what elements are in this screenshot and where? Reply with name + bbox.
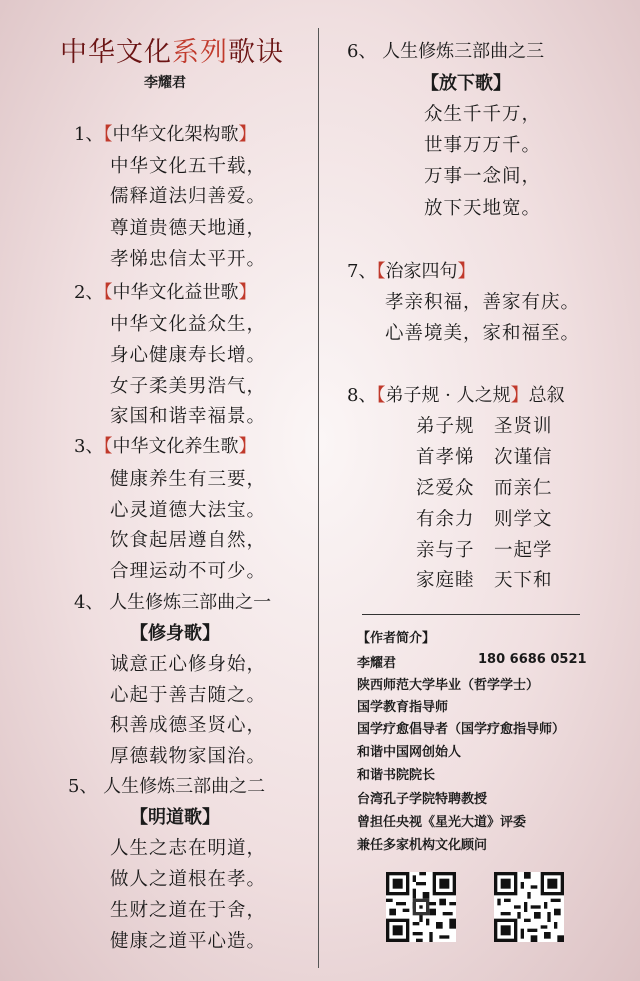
verse-line: 身心健康寿长增。 bbox=[110, 345, 267, 366]
verse-line: 家庭睦 天下和 bbox=[416, 570, 553, 591]
song-title: 治家四句 bbox=[385, 261, 458, 282]
verse-line: 心灵道德大法宝。 bbox=[110, 500, 267, 521]
verse-line: 放下天地宽。 bbox=[424, 198, 542, 219]
verse-line: 亲与子 一起学 bbox=[416, 540, 553, 561]
bio-item: 曾担任央视《星光大道》评委 bbox=[357, 815, 527, 830]
bio-item: 兼任多家机构文化顾问 bbox=[357, 838, 488, 853]
bracket-open: 【 bbox=[103, 436, 113, 457]
author-name: 李耀君 bbox=[144, 75, 186, 91]
verse-line: 弟子规 圣贤训 bbox=[416, 416, 553, 437]
bracket-close: 】 bbox=[510, 385, 529, 406]
song-number: 3、 bbox=[74, 436, 104, 457]
bio-item: 国学教育指导师 bbox=[357, 700, 449, 715]
bio-item: 国学疗愈倡导者（国学疗愈指导师） bbox=[357, 722, 566, 737]
verse-line: 首孝悌 次谨信 bbox=[416, 447, 553, 468]
song-4-heading: 4、 人生修炼三部曲之一 bbox=[74, 592, 272, 613]
song-title: 中华文化养生歌 bbox=[112, 436, 239, 457]
bracket-close: 】 bbox=[238, 282, 257, 303]
verse-line: 人生之志在明道， bbox=[110, 838, 267, 859]
bio-item: 和谐书院院长 bbox=[357, 768, 436, 783]
qr-code-icon bbox=[494, 872, 564, 942]
song-number: 2、 bbox=[74, 282, 104, 303]
song-7-heading bbox=[347, 257, 475, 283]
bio-heading: 【作者简介】 bbox=[357, 631, 436, 646]
song-number: 8、 bbox=[347, 385, 377, 406]
song-1-heading bbox=[74, 120, 256, 146]
verse-line: 泛爱众 而亲仁 bbox=[416, 478, 553, 499]
song-number: 7、 bbox=[347, 261, 377, 282]
verse-line: 健康养生有三要， bbox=[110, 469, 267, 490]
verse-line: 心善境美，家和福至。 bbox=[385, 323, 581, 344]
song-title: 中华文化架构歌 bbox=[112, 124, 239, 145]
verse-line: 中华文化五千载， bbox=[110, 156, 267, 177]
verse-line: 有余力 则学文 bbox=[416, 509, 553, 530]
bracket-open: 【 bbox=[103, 282, 113, 303]
song-title: 中华文化益世歌 bbox=[112, 282, 239, 303]
song-6-title: 【放下歌】 bbox=[421, 73, 511, 94]
song-suffix: 总叙 bbox=[528, 385, 565, 406]
bracket-close: 】 bbox=[238, 436, 257, 457]
qr-code-icon bbox=[386, 872, 456, 942]
song-number: 1、 bbox=[74, 124, 104, 145]
verse-line: 孝悌忠信太平开。 bbox=[110, 249, 267, 270]
bracket-open: 【 bbox=[103, 124, 113, 145]
song-title: 弟子规 · 人之规 bbox=[385, 385, 511, 406]
song-2-heading bbox=[74, 278, 256, 304]
column-divider bbox=[318, 28, 319, 968]
bracket-close: 】 bbox=[238, 124, 257, 145]
song-4-title: 【修身歌】 bbox=[130, 623, 220, 644]
song-5-heading: 5、 人生修炼三部曲之二 bbox=[68, 776, 266, 797]
verse-line: 女子柔美男浩气， bbox=[110, 376, 267, 397]
verse-line: 合理运动不可少。 bbox=[110, 561, 267, 582]
bracket-open: 【 bbox=[376, 261, 386, 282]
bio-phone: 180 6686 0521 bbox=[478, 652, 587, 667]
title-part-2: 系列 bbox=[172, 37, 228, 68]
bio-item: 陕西师范大学毕业（哲学学士） bbox=[357, 678, 540, 693]
bio-item: 台湾孔子学院特聘教授 bbox=[357, 792, 488, 807]
verse-line: 积善成德圣贤心， bbox=[110, 715, 267, 736]
verse-line: 众生千千万， bbox=[424, 104, 542, 125]
bracket-close: 】 bbox=[457, 261, 476, 282]
title-part-3: 歌诀 bbox=[228, 37, 284, 68]
verse-line: 健康之道平心造。 bbox=[110, 931, 267, 952]
verse-line: 孝亲积福，善家有庆。 bbox=[385, 292, 581, 313]
bio-name: 李耀君 bbox=[357, 656, 397, 671]
verse-line: 中华文化益众生， bbox=[110, 314, 267, 335]
song-6-heading: 6、 人生修炼三部曲之三 bbox=[347, 41, 545, 62]
verse-line: 厚德载物家国治。 bbox=[110, 746, 267, 767]
verse-line: 饮食起居遵自然， bbox=[110, 530, 267, 551]
bracket-open: 【 bbox=[376, 385, 386, 406]
verse-line: 家国和谐幸福景。 bbox=[110, 406, 267, 427]
song-8-heading bbox=[347, 381, 565, 407]
verse-line: 世事万万千。 bbox=[424, 135, 542, 156]
verse-line: 做人之道根在孝。 bbox=[110, 869, 267, 890]
song-5-title: 【明道歌】 bbox=[130, 807, 220, 828]
song-3-heading bbox=[74, 432, 256, 458]
bio-item: 和谐中国网创始人 bbox=[357, 745, 462, 760]
section-divider bbox=[362, 614, 580, 615]
verse-line: 生财之道在于舍， bbox=[110, 900, 267, 921]
verse-line: 诚意正心修身始， bbox=[110, 654, 267, 675]
verse-line: 万事一念间， bbox=[424, 166, 542, 187]
verse-line: 儒释道法归善爱。 bbox=[110, 186, 267, 207]
page-title bbox=[60, 30, 284, 69]
verse-line: 尊道贵德天地通， bbox=[110, 218, 267, 239]
title-part-1: 中华文化 bbox=[60, 37, 172, 68]
verse-line: 心起于善吉随之。 bbox=[110, 685, 267, 706]
